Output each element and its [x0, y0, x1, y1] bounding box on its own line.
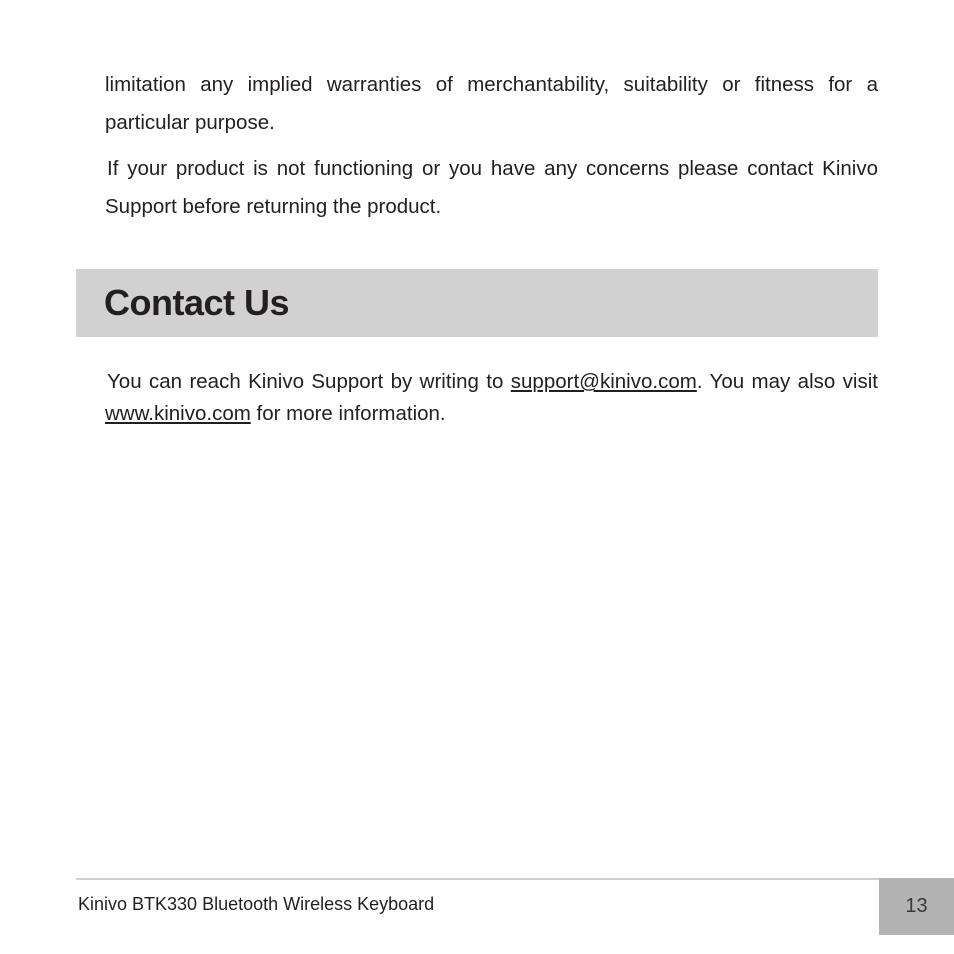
website-link[interactable]: www.kinivo.com	[105, 402, 251, 425]
footer-product-name: Kinivo BTK330 Bluetooth Wireless Keyboard	[78, 894, 435, 914]
page-number: 13	[905, 895, 928, 917]
contact-text-2: . You may also visit	[696, 370, 878, 393]
email-link[interactable]: support@kinivo.com	[510, 370, 697, 393]
section-title: Contact Us	[104, 282, 290, 323]
section-header-band	[76, 269, 878, 337]
page-number-box	[879, 878, 954, 935]
warranty-paragraph: limitation any implied warranties of merchantability, suitability or fitness for a particular purpose.	[105, 73, 878, 134]
support-notice-paragraph	[105, 150, 878, 226]
support-notice-text: If your product is not functioning or you have any concerns please contact Kinivo Support before returning the product.	[105, 157, 878, 218]
footer-divider	[76, 878, 879, 880]
contact-paragraph	[105, 366, 878, 430]
contact-text-3: for more information.	[250, 402, 446, 425]
contact-text-1: You can reach Kinivo Support by writing to	[107, 370, 511, 393]
